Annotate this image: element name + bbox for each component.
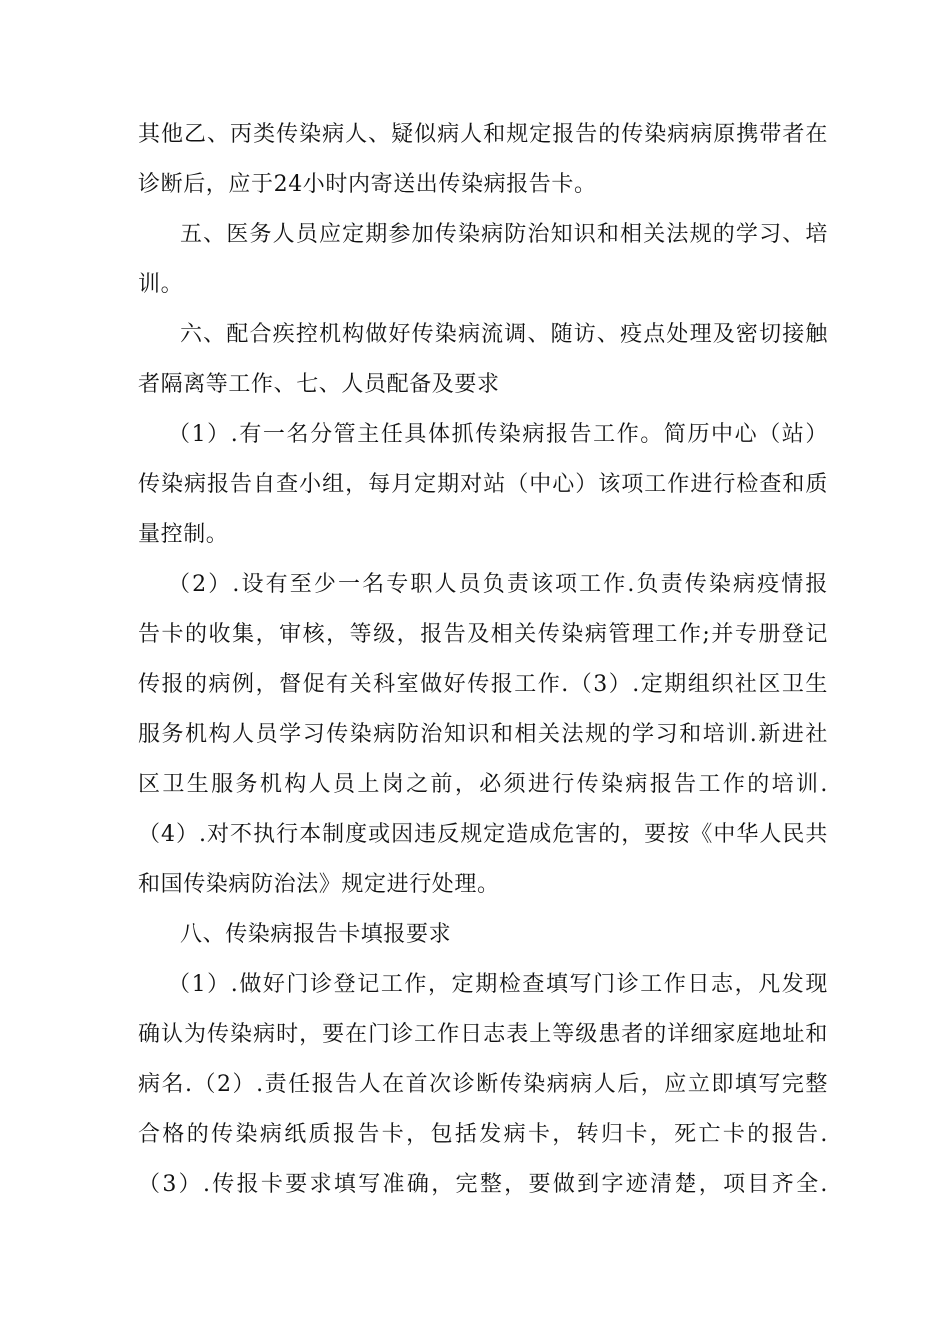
paragraph-line: 量控制。 xyxy=(138,522,229,547)
paragraph-line: （3）.传报卡要求填写准确，完整，要做到字迹清楚，项目齐全. xyxy=(138,1172,828,1197)
paragraph-line: 其他乙、丙类传染病人、疑似病人和规定报告的传染病病原携带者在 xyxy=(138,122,828,147)
paragraph-line: （1）.有一名分管主任具体抓传染病报告工作。简历中心（站） xyxy=(168,422,828,447)
paragraph-line: 五、医务人员应定期参加传染病防治知识和相关法规的学习、培 xyxy=(180,222,828,247)
paragraph-line: （2）.设有至少一名专职人员负责该项工作.负责传染病疫情报 xyxy=(168,572,828,597)
paragraph-line: 合格的传染病纸质报告卡，包括发病卡，转归卡，死亡卡的报告. xyxy=(138,1122,828,1147)
section-heading: 八、传染病报告卡填报要求 xyxy=(180,922,452,947)
paragraph-line: （1）.做好门诊登记工作，定期检查填写门诊工作日志，凡发现 xyxy=(168,972,828,997)
paragraph-line: 诊断后，应于24小时内寄送出传染病报告卡。 xyxy=(138,172,597,197)
paragraph-line: （4）.对不执行本制度或因违反规定造成危害的，要按《中华人民共 xyxy=(138,822,828,847)
paragraph-line: 者隔离等工作、七、人员配备及要求 xyxy=(138,372,500,397)
paragraph-line: 告卡的收集，审核，等级，报告及相关传染病管理工作;并专册登记 xyxy=(138,622,828,647)
paragraph-line: 区卫生服务机构人员上岗之前，必须进行传染病报告工作的培训. xyxy=(138,772,828,797)
paragraph-line: 传报的病例，督促有关科室做好传报工作.（3）.定期组织社区卫生 xyxy=(138,672,828,697)
paragraph-line: 训。 xyxy=(138,272,184,297)
paragraph-line: 确认为传染病时，要在门诊工作日志表上等级患者的详细家庭地址和 xyxy=(138,1022,828,1047)
paragraph-line: 服务机构人员学习传染病防治知识和相关法规的学习和培训.新进社 xyxy=(138,722,828,747)
paragraph-line: 病名.（2）.责任报告人在首次诊断传染病病人后，应立即填写完整 xyxy=(138,1072,828,1097)
paragraph-line: 和国传染病防治法》规定进行处理。 xyxy=(138,872,500,897)
paragraph-line: 六、配合疾控机构做好传染病流调、随访、疫点处理及密切接触 xyxy=(180,322,828,347)
paragraph-line: 传染病报告自查小组，每月定期对站（中心）该项工作进行检查和质 xyxy=(138,472,828,497)
